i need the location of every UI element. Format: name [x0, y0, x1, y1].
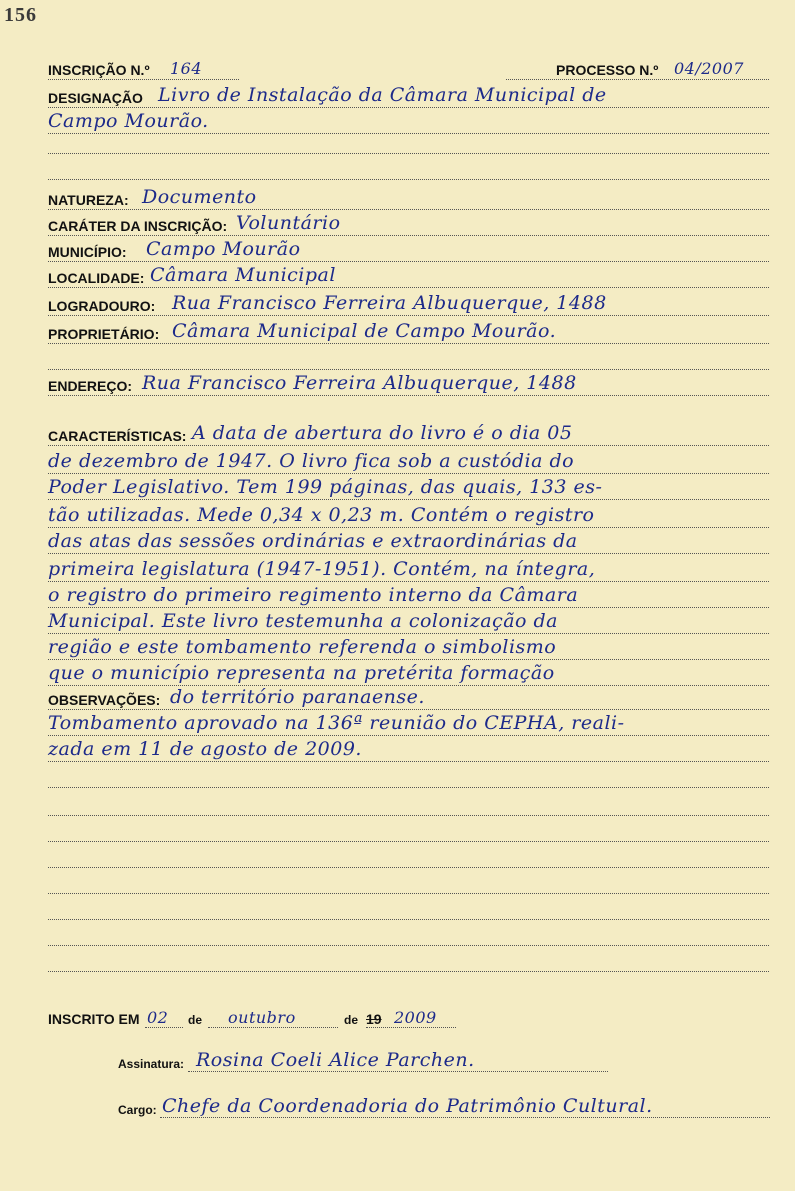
caracteristicas-text-6: primeira legislatura (1947-1951). Contém, na íntegra, [48, 558, 596, 580]
blank-line [48, 126, 769, 154]
caracteristicas-text-10: que o município representa na pretérita formação [48, 662, 555, 684]
blank-line [48, 892, 769, 920]
inscrito-label: INSCRITO EM [48, 1011, 140, 1027]
logradouro-value: Rua Francisco Ferreira Albuquerque, 1488 [172, 292, 607, 314]
assinatura-value: Rosina Coeli Alice Parchen. [196, 1049, 475, 1071]
cargo-value: Chefe da Coordenadoria do Patrimônio Cultural. [162, 1095, 653, 1117]
caracteristicas-text-9: região e este tombamento referenda o simbolismo [48, 636, 557, 658]
observacoes-line-1 [48, 682, 769, 710]
blank-line [48, 342, 769, 370]
caracteristicas-line-1 [48, 418, 769, 446]
logradouro-label: LOGRADOURO: [48, 298, 156, 314]
assinatura-label: Assinatura: [118, 1057, 185, 1071]
municipio-label: MUNICÍPIO: [48, 244, 127, 260]
cargo-label: Cargo: [118, 1103, 157, 1117]
caracteristicas-line-9 [48, 632, 769, 660]
caracteristicas-text-8: Municipal. Este livro testemunha a colonização da [48, 610, 559, 632]
inscrito-month: outubro [228, 1008, 296, 1027]
caracteristicas-line-7 [48, 580, 769, 608]
blank-line [48, 814, 769, 842]
endereco-value: Rua Francisco Ferreira Albuquerque, 1488 [142, 372, 577, 394]
inscricao-label: INSCRIÇÃO N.º [48, 62, 150, 78]
natureza-label: NATUREZA: [48, 192, 129, 208]
assinatura-line [118, 1044, 618, 1072]
blank-line [48, 944, 769, 972]
inscrito-line [48, 1000, 468, 1028]
proprietario-line [48, 316, 769, 344]
page-number: 156 [4, 4, 37, 26]
caracteristicas-line-3 [48, 472, 769, 500]
localidade-value: Câmara Municipal [150, 264, 336, 286]
caracteristicas-line-8 [48, 606, 769, 634]
caracteristicas-line-6 [48, 554, 769, 582]
inscrito-century-struck: 19 [366, 1011, 382, 1027]
caracteristicas-label: CARACTERÍSTICAS: [48, 428, 187, 444]
localidade-line [48, 260, 769, 288]
caracteristicas-text-2: de dezembro de 1947. O livro fica sob a custódia do [48, 450, 575, 472]
proprietario-value: Câmara Municipal de Campo Mourão. [172, 320, 557, 342]
blank-line [48, 866, 769, 894]
designacao-line-1 [48, 80, 769, 108]
blank-line [48, 152, 769, 180]
observacoes-text-2: zada em 11 de agosto de 2009. [48, 738, 362, 760]
caracteristicas-text-7: o registro do primeiro regimento interno da Câmara [48, 584, 579, 606]
caracteristicas-line-5 [48, 526, 769, 554]
natureza-value: Documento [142, 186, 257, 208]
inscrito-day: 02 [147, 1008, 169, 1027]
processo-label: PROCESSO N.º [556, 62, 659, 78]
blank-line [48, 840, 769, 868]
carater-label: CARÁTER DA INSCRIÇÃO: [48, 218, 228, 234]
municipio-value: Campo Mourão [146, 238, 301, 260]
proprietario-label: PROPRIETÁRIO: [48, 326, 160, 342]
caracteristicas-line-4 [48, 500, 769, 528]
designacao-label: DESIGNAÇÃO [48, 90, 143, 106]
blank-line [48, 760, 769, 788]
processo-value: 04/2007 [674, 59, 744, 78]
caracteristicas-text-1: A data de abertura do livro é o dia 05 [192, 422, 573, 444]
inscrito-de-1: de [188, 1013, 203, 1027]
inscrito-de-2: de [344, 1013, 359, 1027]
observacoes-text-1: Tombamento aprovado na 136ª reunião do CEPHA, reali- [48, 712, 625, 734]
designacao-value-1: Livro de Instalação da Câmara Municipal de [158, 84, 607, 106]
logradouro-line [48, 288, 769, 316]
caracteristicas-text-5: das atas das sessões ordinárias e extraordinárias da [48, 530, 578, 552]
endereco-line [48, 368, 769, 396]
caracteristicas-text-3: Poder Legislativo. Tem 199 páginas, das quais, 133 es- [48, 476, 603, 498]
inscricao-value: 164 [170, 59, 203, 78]
carater-value: Voluntário [236, 212, 341, 234]
observacoes-first-line: do território paranaense. [170, 686, 425, 708]
natureza-line [48, 182, 769, 210]
inscrito-year: 2009 [394, 1008, 437, 1027]
observacoes-line-3 [48, 734, 769, 762]
localidade-label: LOCALIDADE: [48, 270, 145, 286]
observacoes-line-2 [48, 708, 769, 736]
municipio-line [48, 234, 769, 262]
caracteristicas-text-4: tão utilizadas. Mede 0,34 x 0,23 m. Contém o registro [48, 504, 595, 526]
endereco-label: ENDEREÇO: [48, 378, 133, 394]
cargo-line [118, 1090, 770, 1118]
blank-line [48, 918, 769, 946]
observacoes-label: OBSERVAÇÕES: [48, 692, 161, 708]
designacao-value-2: Campo Mourão. [48, 110, 209, 132]
caracteristicas-line-2 [48, 446, 769, 474]
blank-line [48, 788, 769, 816]
carater-line [48, 208, 769, 236]
